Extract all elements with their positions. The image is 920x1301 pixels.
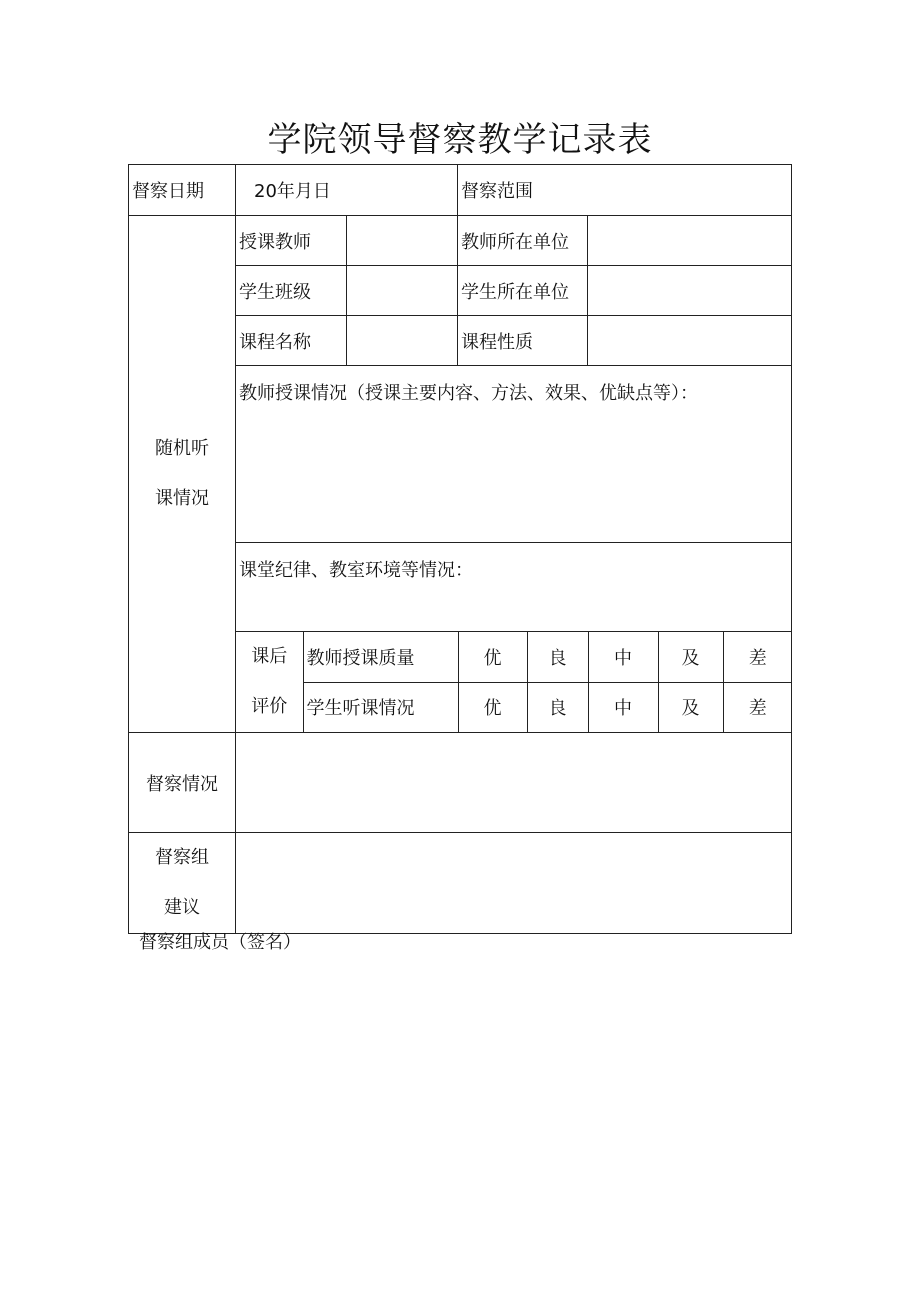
inspection-label: 督察情况 [129, 733, 236, 833]
course-name-label: 课程名称 [236, 316, 347, 366]
teacher-quality-option-poor[interactable]: 差 [723, 632, 792, 682]
inspection-field[interactable] [236, 733, 792, 833]
teacher-unit-field[interactable] [588, 216, 792, 266]
evaluation-label-line1: 课后 [251, 646, 288, 667]
classroom-situation-field[interactable] [236, 543, 792, 632]
student-class-label: 学生班级 [236, 266, 347, 316]
teacher-quality-option-pass[interactable]: 及 [658, 632, 723, 682]
teaching-situation-field[interactable] [236, 366, 792, 543]
teacher-field[interactable] [347, 216, 458, 266]
student-attendance-label: 学生听课情况 [303, 682, 458, 732]
student-class-field[interactable] [347, 266, 458, 316]
teacher-quality-label: 教师授课质量 [303, 632, 458, 682]
teacher-quality-option-good[interactable]: 良 [527, 632, 588, 682]
suggestion-label-line2: 建议 [164, 897, 200, 918]
course-name-field[interactable] [347, 316, 458, 366]
teacher-label: 授课教师 [236, 216, 347, 266]
suggestion-label-line1: 督察组 [155, 847, 209, 868]
evaluation-label [236, 632, 303, 732]
student-attendance-option-poor[interactable]: 差 [723, 682, 792, 732]
student-unit-label: 学生所在单位 [458, 266, 588, 316]
lecture-section-label-line1: 随机听 [155, 438, 209, 459]
student-attendance-option-good[interactable]: 良 [527, 682, 588, 732]
evaluation-table [236, 632, 792, 732]
student-attendance-option-pass[interactable]: 及 [658, 682, 723, 732]
suggestion-label [129, 833, 236, 934]
classroom-situation-label: 课堂纪律、教室环境等情况： [239, 560, 473, 581]
date-label: 督察日期 [129, 165, 236, 216]
student-unit-field[interactable] [588, 266, 792, 316]
course-type-field[interactable] [588, 316, 792, 366]
page-title: 学院领导督察教学记录表 [267, 120, 653, 160]
suggestion-field[interactable] [236, 833, 792, 934]
teacher-quality-option-average[interactable]: 中 [588, 632, 658, 682]
signature-line: 督察组成员（签名） [139, 932, 301, 953]
evaluation-container [236, 632, 792, 733]
lecture-section-label-line2: 课情况 [155, 488, 209, 509]
record-form-table [128, 164, 792, 934]
course-type-label: 课程性质 [458, 316, 588, 366]
scope-field[interactable] [458, 165, 792, 216]
teacher-quality-option-excellent[interactable]: 优 [458, 632, 527, 682]
lecture-section-label [129, 216, 236, 733]
teaching-situation-label: 教师授课情况（授课主要内容、方法、效果、优缺点等）： [239, 383, 698, 404]
evaluation-label-line2: 评价 [251, 696, 288, 717]
date-field[interactable]: 20年月日 [236, 165, 458, 216]
teacher-unit-label: 教师所在单位 [458, 216, 588, 266]
student-attendance-option-average[interactable]: 中 [588, 682, 658, 732]
scope-label: 督察范围 [461, 181, 533, 202]
student-attendance-option-excellent[interactable]: 优 [458, 682, 527, 732]
